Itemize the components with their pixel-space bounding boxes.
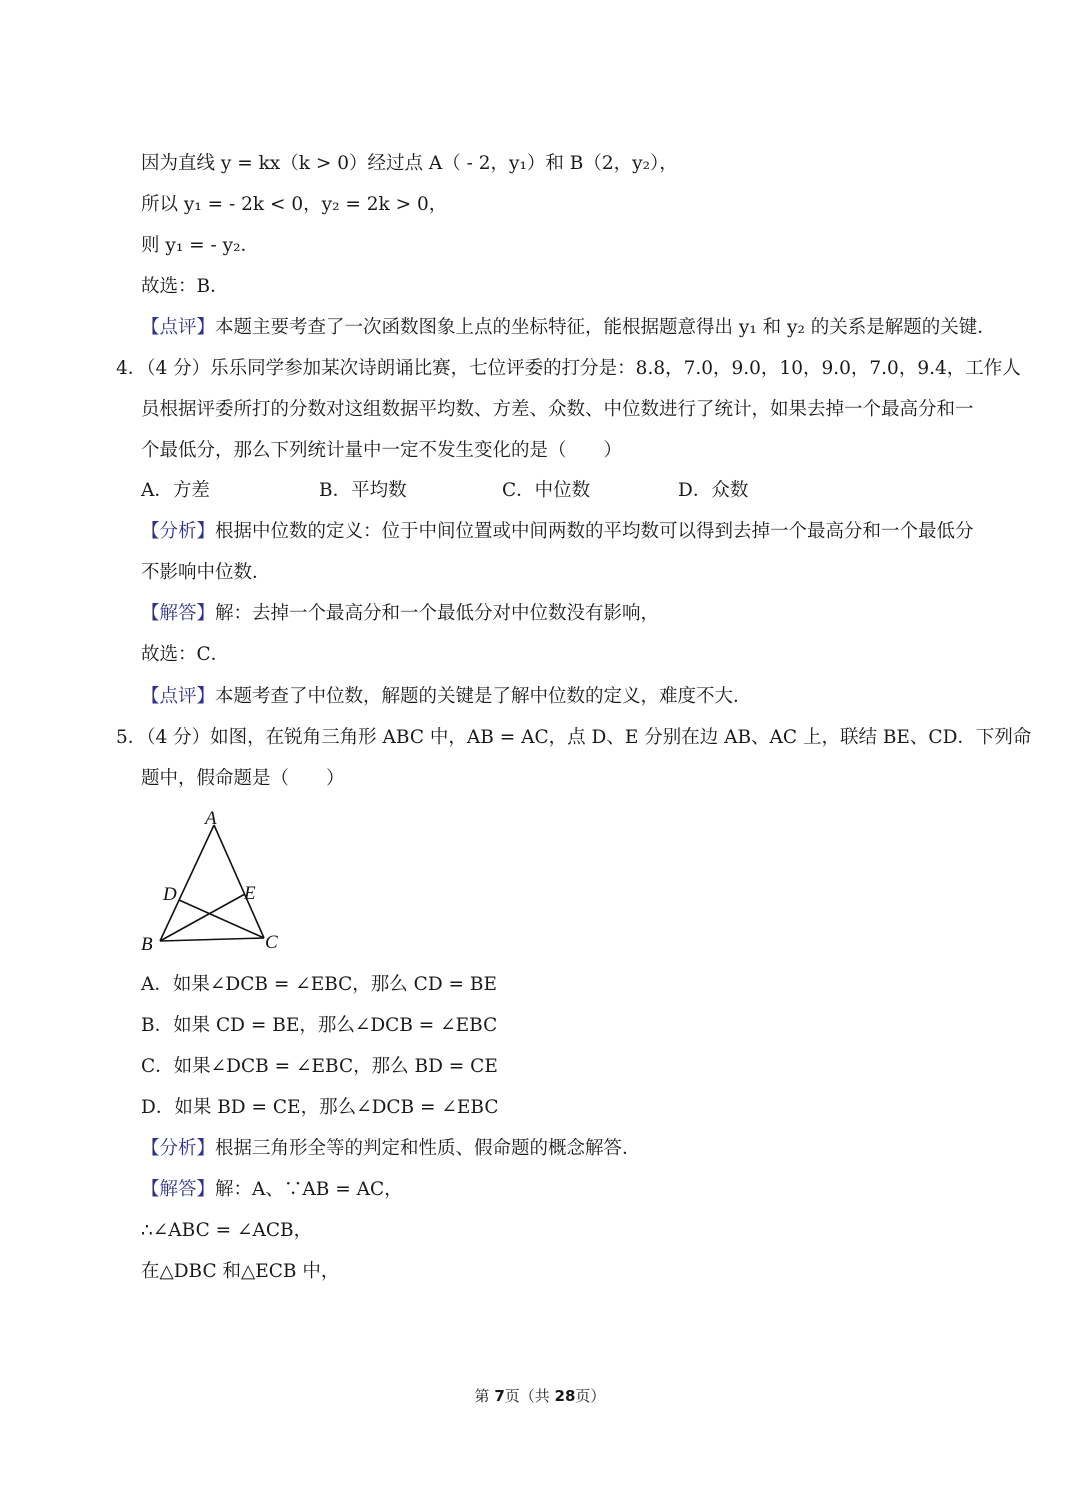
label-e: E <box>244 883 256 904</box>
label-c: C <box>265 932 278 953</box>
analysis-text: 根据三角形全等的判定和性质、假命题的概念解答． <box>215 1138 641 1159</box>
option-a: A．如果∠DCB = ∠EBC，那么 CD = BE <box>141 974 498 995</box>
answer-line: 故选：C． <box>141 644 230 665</box>
analysis-tag: 【分析】 <box>141 521 216 542</box>
answer-text: 解：去掉一个最高分和一个最低分对中位数没有影响， <box>215 603 660 624</box>
text-line: 所以 y₁ = - 2k < 0，y₂ = 2k > 0， <box>141 194 448 215</box>
option-b: B．平均数 <box>319 480 407 501</box>
question-5-line: 题中，假命题是（ ） <box>141 768 345 789</box>
label-d: D <box>163 884 177 905</box>
triangle-figure <box>136 805 286 955</box>
side-bc <box>160 938 264 941</box>
comment-tag: 【点评】 <box>141 686 216 707</box>
answer-text: 解：A、∵AB = AC， <box>215 1179 403 1200</box>
text-line: 则 y₁ = - y₂． <box>141 235 260 256</box>
comment-text: 本题主要考查了一次函数图象上点的坐标特征，能根据题意得出 y₁ 和 y₂ 的关系是解题的关键． <box>215 317 996 338</box>
option-a: A．方差 <box>141 480 210 501</box>
analysis-tag: 【分析】 <box>141 1138 216 1159</box>
comment-line <box>141 684 752 710</box>
label-b: B <box>141 934 153 955</box>
option-b: B．如果 CD = BE，那么∠DCB = ∠EBC <box>141 1015 498 1036</box>
answer-tag: 【解答】 <box>141 603 216 624</box>
answer-line: ∴∠ABC = ∠ACB， <box>141 1220 313 1241</box>
answer-line: 在△DBC 和△ECB 中， <box>141 1261 340 1282</box>
text-line: 故选：B． <box>141 276 229 297</box>
comment-text: 本题考查了中位数，解题的关键是了解中位数的定义，难度不大． <box>215 686 752 707</box>
segment-cd <box>179 900 264 938</box>
question-4-line: 员根据评委所打的分数对这组数据平均数、方差、众数、中位数进行了统计，如果去掉一个最高分和一 <box>141 399 974 420</box>
option-c: C．中位数 <box>502 480 591 501</box>
question-4-line: 个最低分，那么下列统计量中一定不发生变化的是（ ） <box>141 440 623 461</box>
analysis-line <box>141 519 974 545</box>
option-c: C．如果∠DCB = ∠EBC，那么 BD = CE <box>141 1056 498 1077</box>
answer-tag: 【解答】 <box>141 1179 216 1200</box>
answer-line <box>141 601 659 627</box>
comment-tag: 【点评】 <box>141 317 216 338</box>
comment-line <box>141 315 996 341</box>
question-5-line: 5．（4 分）如图，在锐角三角形 ABC 中，AB = AC，点 D、E 分别在边 AB、AC 上，联结 BE、CD．下列命 <box>116 727 1032 748</box>
page-number: 7 <box>494 1387 505 1405</box>
analysis-line <box>141 1136 641 1162</box>
analysis-line: 不影响中位数． <box>141 562 271 583</box>
text-line: 因为直线 y = kx（k > 0）经过点 A（ - 2，y₁）和 B（2，y₂）， <box>141 153 678 174</box>
option-d: D．如果 BD = CE，那么∠DCB = ∠EBC <box>141 1097 499 1118</box>
footer-text: 第 <box>474 1387 495 1405</box>
option-d: D．众数 <box>678 480 749 501</box>
side-ac <box>214 825 264 938</box>
question-4-line: 4．（4 分）乐乐同学参加某次诗朗诵比赛，七位评委的打分是：8.8，7.0，9.0，10，9.0，7.0，9.4，工作人 <box>116 358 1021 379</box>
label-a: A <box>205 808 217 829</box>
answer-line <box>141 1177 403 1203</box>
total-pages: 28 <box>554 1387 576 1405</box>
footer-text: 页） <box>575 1387 606 1405</box>
side-ab <box>160 825 214 941</box>
analysis-text: 根据中位数的定义：位于中间位置或中间两数的平均数可以得到去掉一个最高分和一个最低分 <box>215 521 974 542</box>
page-footer <box>0 1385 1080 1406</box>
footer-text: 页（共 <box>504 1387 555 1405</box>
